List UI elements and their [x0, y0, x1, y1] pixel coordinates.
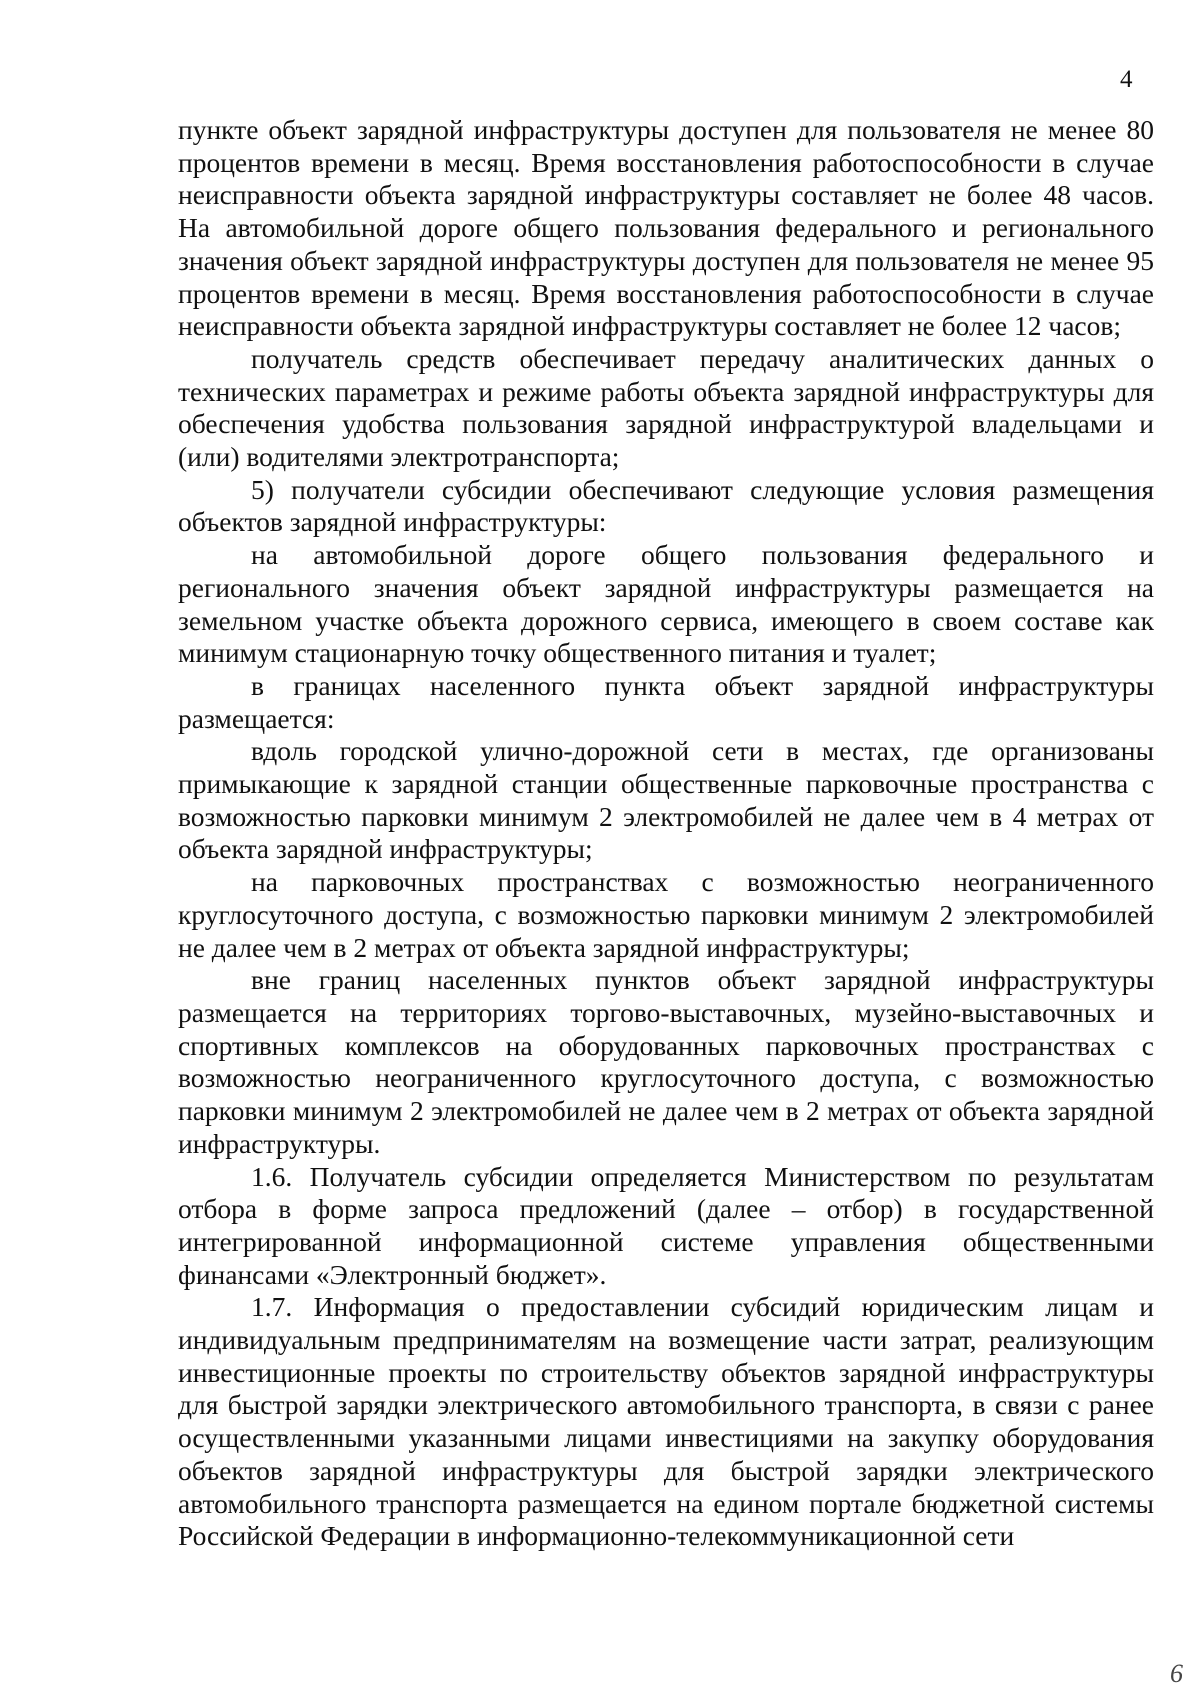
paragraph-settlement: в границах населенного пункта объект зарядной инфраструктуры размещается: — [178, 669, 1154, 734]
paragraph-street-network: вдоль городской улично-дорожной сети в местах, где организованы примыкающие к зарядной станции общественные парковочные пространства с возможностью парковки минимум 2 электромобилей не далее чем в 4 метрах от объекта зарядной инфраструктуры; — [178, 735, 1154, 865]
corner-handwritten-mark: 6 — [1170, 1659, 1183, 1688]
document-body — [178, 114, 1154, 1553]
page-number: 4 — [1120, 66, 1133, 93]
paragraph-continuation: пункте объект зарядной инфраструктуры доступен для пользователя не менее 80 процентов времени в месяц. Время восстановления работоспособности в случае неисправности объекта зарядной инфраструктуры составляет не более 48 часов. На автомобильной дороге общего пользования федерального и регионального значения объект зарядной инфраструктуры доступен для пользователя не менее 95 процентов времени в месяц. Время восстановления работоспособности в случае неисправности объекта зарядной инфраструктуры составляет не более 12 часов; — [178, 114, 1154, 342]
paragraph-analytics: получатель средств обеспечивает передачу аналитических данных о технических параметрах и режиме работы объекта зарядной инфраструктуры для обеспечения удобства пользования зарядной инфраструктурой владельцами и (или) водителями электротранспорта; — [178, 342, 1154, 473]
paragraph-1-6: 1.6. Получатель субсидии определяется Министерством по результатам отбора в форме запроса предложений (далее – отбор) в государственной интегрированной информационной системе управления общественными финансами «Электронный бюджет». — [178, 1160, 1154, 1290]
paragraph-1-7: 1.7. Информация о предоставлении субсидий юридическим лицам и индивидуальным предпринимателям на возмещение части затрат, реализующим инвестиционные проекты по строительству объектов зарядной инфраструктуры для быстрой зарядки электрического автомобильного транспорта, в связи с ранее осуществленными указанными лицами инвестициями на закупку оборудования объектов зарядной инфраструктуры для быстрой зарядки электрического автомобильного транспорта размещается на едином портале бюджетной системы Российской Федерации в информационно-телекоммуникационной сети — [178, 1291, 1154, 1552]
paragraph-item-5: 5) получатели субсидии обеспечивают следующие условия размещения объектов зарядной инфраструктуры: — [178, 473, 1154, 538]
paragraph-federal-road: на автомобильной дороге общего пользования федерального и регионального значения объект зарядной инфраструктуры размещается на земельном участке объекта дорожного сервиса, имеющего в своем составе как минимум стационарную точку общественного питания и туалет; — [178, 539, 1154, 669]
paragraph-parking-spaces: на парковочных пространствах с возможностью неограниченного круглосуточного доступа, с возможностью парковки минимум 2 электромобилей не далее чем в 2 метрах от объекта зарядной инфраструктуры; — [178, 866, 1154, 963]
paragraph-outside-settlements: вне границ населенных пунктов объект зарядной инфраструктуры размещается на территориях торгово-выставочных, музейно-выставочных и спортивных комплексов на оборудованных парковочных пространствах с возможностью неограниченного круглосуточного доступа, с возможностью парковки минимум 2 электромобилей не далее чем в 2 метрах от объекта зарядной инфраструктуры. — [178, 964, 1154, 1159]
